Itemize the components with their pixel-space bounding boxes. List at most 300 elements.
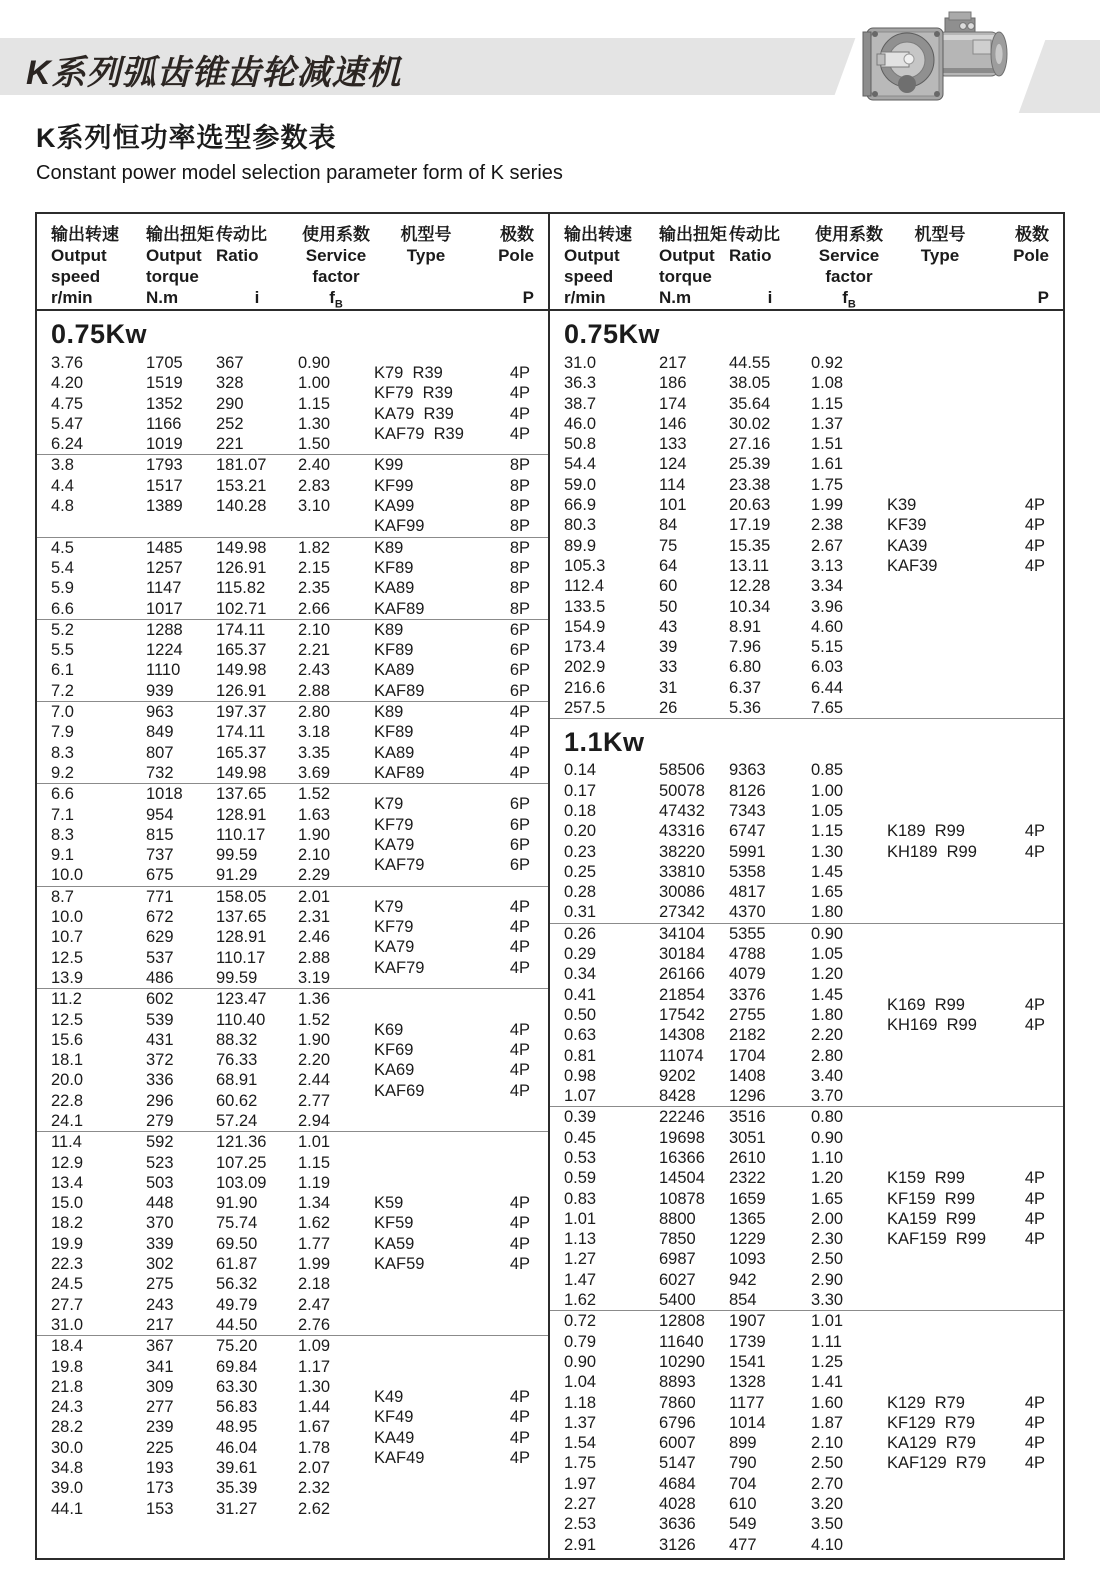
data-cell: 6796 bbox=[659, 1413, 696, 1432]
data-cell: 44.55 bbox=[729, 354, 771, 372]
data-cell: 1.65 bbox=[811, 1189, 844, 1208]
data-cell: 8.7 bbox=[51, 887, 74, 906]
data-row bbox=[564, 1229, 887, 1249]
data-cell: 1.78 bbox=[298, 1438, 331, 1457]
data-row bbox=[564, 657, 887, 677]
data-cell: 3.19 bbox=[298, 968, 331, 987]
data-cell: 31.0 bbox=[564, 354, 597, 372]
data-cell: 6987 bbox=[659, 1250, 696, 1269]
data-cell: 2.43 bbox=[298, 661, 331, 680]
data-cell: 2.50 bbox=[811, 1250, 844, 1269]
type-row bbox=[887, 556, 1045, 576]
rows-group bbox=[37, 455, 374, 536]
data-cell: 3.76 bbox=[51, 354, 84, 372]
data-cell: 704 bbox=[729, 1474, 757, 1493]
data-cell: 43 bbox=[659, 617, 678, 636]
type-label: K89 bbox=[374, 703, 404, 722]
data-cell: 0.53 bbox=[564, 1148, 597, 1167]
type-row bbox=[374, 660, 530, 680]
data-cell: 13.4 bbox=[51, 1173, 84, 1192]
type-label: KF89 bbox=[374, 641, 414, 660]
data-cell: 1224 bbox=[146, 641, 183, 660]
data-cell: 2.27 bbox=[564, 1495, 597, 1514]
column-label-zh: 使用系数 bbox=[302, 225, 370, 244]
pole-label: 4P bbox=[509, 404, 530, 423]
data-cell: 1.19 bbox=[298, 1173, 331, 1192]
data-cell: 815 bbox=[146, 825, 174, 844]
column-label-en2: speed bbox=[51, 267, 101, 286]
data-cell: 54.4 bbox=[564, 455, 597, 474]
data-cell: 0.39 bbox=[564, 1108, 597, 1127]
data-cell: 1.10 bbox=[811, 1148, 844, 1167]
type-label: KAF89 bbox=[374, 599, 425, 618]
data-cell: 8126 bbox=[729, 781, 766, 800]
data-row bbox=[564, 781, 887, 801]
data-cell: 56.32 bbox=[216, 1275, 258, 1294]
column-label-zh: 机型号 bbox=[914, 225, 966, 244]
type-label: K129 R79 bbox=[887, 1393, 965, 1412]
data-cell: 64 bbox=[659, 556, 678, 575]
data-row bbox=[51, 989, 374, 1009]
type-label: K69 bbox=[374, 1020, 404, 1039]
table-header bbox=[550, 214, 1063, 311]
types-group bbox=[887, 1311, 1063, 1555]
data-cell: 31 bbox=[659, 678, 678, 697]
column-unit: r/min bbox=[51, 288, 93, 307]
data-cell: 2.00 bbox=[811, 1209, 844, 1228]
type-label: KAF129 R79 bbox=[887, 1454, 987, 1473]
data-cell: 4684 bbox=[659, 1474, 696, 1493]
data-cell: 50 bbox=[659, 597, 678, 616]
data-cell: 2.35 bbox=[298, 579, 331, 598]
data-row bbox=[51, 394, 374, 414]
type-label: KAF79 bbox=[374, 958, 425, 977]
data-cell: 737 bbox=[146, 846, 174, 865]
type-row bbox=[374, 558, 530, 578]
column-label-en: Service bbox=[818, 246, 880, 265]
data-cell: 963 bbox=[146, 703, 174, 722]
data-cell: 91.90 bbox=[216, 1194, 258, 1213]
data-cell: 38.05 bbox=[729, 374, 771, 393]
data-cell: 5.47 bbox=[51, 414, 84, 433]
pole-label: 6P bbox=[509, 620, 530, 639]
data-cell: 807 bbox=[146, 743, 174, 762]
type-row bbox=[887, 1453, 1045, 1473]
data-cell: 121.36 bbox=[216, 1133, 267, 1152]
type-label: KF39 bbox=[887, 516, 927, 535]
data-row bbox=[51, 1111, 374, 1131]
data-cell: 101 bbox=[659, 496, 687, 515]
column-label-zh: 极数 bbox=[500, 225, 534, 244]
type-row bbox=[374, 640, 530, 660]
pole-label: 4P bbox=[509, 703, 530, 722]
column-header-0 bbox=[564, 224, 659, 315]
data-cell: 367 bbox=[216, 354, 244, 372]
data-cell: 30184 bbox=[659, 945, 705, 964]
data-cell: 28.2 bbox=[51, 1418, 84, 1437]
data-cell: 2.80 bbox=[811, 1046, 844, 1065]
data-cell: 2.83 bbox=[298, 476, 331, 495]
data-cell: 10878 bbox=[659, 1189, 705, 1208]
data-cell: 296 bbox=[146, 1091, 174, 1110]
data-cell: 2.46 bbox=[298, 928, 331, 947]
column-header-0 bbox=[51, 224, 146, 315]
type-row bbox=[887, 1189, 1045, 1209]
data-cell: 1.18 bbox=[564, 1393, 597, 1412]
data-cell: 370 bbox=[146, 1214, 174, 1233]
data-row bbox=[564, 801, 887, 821]
data-cell: 939 bbox=[146, 681, 174, 700]
data-cell: 2.30 bbox=[811, 1230, 844, 1249]
data-cell: 1.00 bbox=[298, 374, 331, 393]
data-cell: 4817 bbox=[729, 883, 766, 902]
type-row bbox=[887, 536, 1045, 556]
column-label-en2 bbox=[374, 266, 478, 287]
data-cell: 2.31 bbox=[298, 908, 331, 927]
data-cell: 1093 bbox=[729, 1250, 766, 1269]
column-label-en2 bbox=[993, 266, 1049, 287]
data-cell: 181.07 bbox=[216, 456, 267, 475]
data-block bbox=[37, 701, 548, 783]
data-cell: 140.28 bbox=[216, 497, 267, 516]
data-cell: 1485 bbox=[146, 538, 183, 557]
column-label-zh: 传动比 bbox=[216, 225, 267, 244]
data-cell: 76.33 bbox=[216, 1051, 258, 1070]
column-header-5 bbox=[993, 224, 1049, 315]
type-row bbox=[374, 1081, 530, 1101]
column-label-en: Output bbox=[146, 246, 202, 265]
column-unit bbox=[374, 287, 478, 308]
type-label: K59 bbox=[374, 1194, 404, 1213]
data-block bbox=[37, 783, 548, 885]
pole-label: 4P bbox=[1024, 556, 1045, 575]
data-cell: 88.32 bbox=[216, 1030, 258, 1049]
data-cell: 43316 bbox=[659, 822, 705, 841]
data-cell: 3.10 bbox=[298, 497, 331, 516]
pole-label: 8P bbox=[509, 538, 530, 557]
data-cell: 0.81 bbox=[564, 1046, 597, 1065]
data-cell: 1.54 bbox=[564, 1434, 597, 1453]
rows-group bbox=[550, 1107, 887, 1310]
data-cell: 39 bbox=[659, 638, 678, 657]
data-cell: 277 bbox=[146, 1398, 174, 1417]
data-cell: 110.17 bbox=[216, 948, 266, 967]
data-cell: 225 bbox=[146, 1438, 174, 1457]
data-cell: 2.47 bbox=[298, 1295, 331, 1314]
data-cell: 2.67 bbox=[811, 536, 844, 555]
data-cell: 336 bbox=[146, 1071, 174, 1090]
data-cell: 1704 bbox=[729, 1046, 766, 1065]
pole-label: 4P bbox=[1024, 1413, 1045, 1432]
pole-label: 4P bbox=[509, 1428, 530, 1447]
column-label-zh: 传动比 bbox=[729, 225, 780, 244]
data-row bbox=[564, 1372, 887, 1392]
data-cell: 105.3 bbox=[564, 556, 606, 575]
data-cell: 5.4 bbox=[51, 558, 74, 577]
data-cell: 193 bbox=[146, 1459, 174, 1478]
data-row bbox=[51, 1153, 374, 1173]
data-cell: 0.90 bbox=[298, 354, 331, 372]
data-cell: 7.1 bbox=[51, 805, 74, 824]
data-block bbox=[37, 886, 548, 988]
data-row bbox=[51, 784, 374, 804]
data-cell: 21.8 bbox=[51, 1377, 84, 1396]
pole-label: 4P bbox=[1024, 516, 1045, 535]
data-cell: 3.40 bbox=[811, 1066, 844, 1085]
data-row bbox=[51, 1030, 374, 1050]
data-row bbox=[564, 760, 887, 780]
pole-label: 4P bbox=[1024, 995, 1045, 1014]
types-group bbox=[887, 353, 1063, 718]
pole-label: 4P bbox=[509, 364, 530, 383]
data-cell: 84 bbox=[659, 516, 678, 535]
data-cell: 36.3 bbox=[564, 374, 597, 393]
column-label-zh: 输出扭矩 bbox=[146, 225, 214, 244]
data-cell: 137.65 bbox=[216, 785, 267, 804]
data-row bbox=[51, 1254, 374, 1274]
data-cell: 3.50 bbox=[811, 1515, 844, 1534]
data-cell: 8893 bbox=[659, 1373, 696, 1392]
data-cell: 1.45 bbox=[811, 985, 844, 1004]
data-cell: 47432 bbox=[659, 801, 705, 820]
data-cell: 1296 bbox=[729, 1087, 766, 1106]
data-cell: 126.91 bbox=[216, 558, 267, 577]
data-cell: 99.59 bbox=[216, 846, 258, 865]
data-cell: 8.3 bbox=[51, 825, 74, 844]
data-cell: 173 bbox=[146, 1479, 174, 1498]
data-cell: 19.8 bbox=[51, 1357, 84, 1376]
data-cell: 1166 bbox=[146, 414, 182, 433]
data-cell: 24.1 bbox=[51, 1111, 84, 1130]
data-cell: 341 bbox=[146, 1357, 174, 1376]
section-title: 1.1Kw bbox=[550, 718, 1063, 760]
parameter-table bbox=[35, 212, 1065, 1560]
data-cell: 1014 bbox=[729, 1413, 766, 1432]
data-cell: 2.70 bbox=[811, 1474, 844, 1493]
data-cell: 27.7 bbox=[51, 1295, 84, 1314]
data-cell: 243 bbox=[146, 1295, 174, 1314]
data-row bbox=[51, 907, 374, 927]
data-cell: 1.30 bbox=[811, 842, 844, 861]
column-header-4 bbox=[374, 224, 478, 315]
data-cell: 6.6 bbox=[51, 599, 74, 618]
data-row bbox=[51, 455, 374, 475]
type-label: KF89 bbox=[374, 558, 414, 577]
data-row bbox=[51, 763, 374, 783]
data-cell: 2.20 bbox=[811, 1026, 844, 1045]
data-cell: 10.0 bbox=[51, 866, 84, 885]
data-cell: 7.0 bbox=[51, 703, 74, 722]
type-row bbox=[374, 743, 530, 763]
column-label-en: Pole bbox=[498, 246, 534, 265]
type-label: K159 R99 bbox=[887, 1169, 965, 1188]
data-cell: 9202 bbox=[659, 1066, 696, 1085]
data-cell: 1.15 bbox=[298, 394, 331, 413]
data-cell: 2.88 bbox=[298, 948, 331, 967]
right-table bbox=[550, 214, 1063, 1558]
type-row bbox=[374, 620, 530, 640]
data-row bbox=[564, 862, 887, 882]
column-label-zh: 极数 bbox=[1015, 225, 1049, 244]
column-unit: $f_B$ bbox=[842, 288, 856, 311]
data-row bbox=[51, 887, 374, 907]
data-cell: 2.10 bbox=[298, 620, 331, 639]
data-cell: 1.07 bbox=[564, 1087, 597, 1106]
data-cell: 0.98 bbox=[564, 1066, 597, 1085]
data-block bbox=[550, 760, 1063, 922]
data-cell: 0.41 bbox=[564, 985, 597, 1004]
type-row bbox=[374, 855, 530, 875]
type-row bbox=[374, 815, 530, 835]
type-label: KAF79 bbox=[374, 856, 425, 875]
data-cell: 0.85 bbox=[811, 761, 844, 780]
column-unit: r/min bbox=[564, 288, 606, 307]
data-cell: 174 bbox=[659, 394, 687, 413]
data-cell: 14504 bbox=[659, 1169, 705, 1188]
pole-label: 8P bbox=[509, 558, 530, 577]
column-unit: N.m bbox=[659, 288, 692, 307]
data-cell: 1389 bbox=[146, 497, 183, 516]
data-cell: 133 bbox=[659, 435, 687, 454]
data-block bbox=[37, 1335, 548, 1519]
data-cell: 0.72 bbox=[564, 1312, 597, 1331]
data-cell: 15.0 bbox=[51, 1194, 84, 1213]
data-cell: 18.4 bbox=[51, 1337, 84, 1356]
data-cell: 126.91 bbox=[216, 681, 267, 700]
column-label-en2: factor bbox=[825, 267, 873, 286]
type-row bbox=[887, 1168, 1045, 1188]
data-row bbox=[51, 414, 374, 434]
type-row bbox=[887, 1229, 1045, 1249]
pole-label: 6P bbox=[509, 815, 530, 834]
type-label: KAF89 bbox=[374, 763, 425, 782]
data-cell: 1.63 bbox=[298, 805, 331, 824]
data-row bbox=[564, 1332, 887, 1352]
column-label-en2 bbox=[478, 266, 534, 287]
data-cell: 107.25 bbox=[216, 1153, 267, 1172]
data-cell: 0.17 bbox=[564, 781, 597, 800]
data-cell: 103.09 bbox=[216, 1173, 267, 1192]
data-cell: 2.66 bbox=[298, 599, 331, 618]
data-cell: 1.80 bbox=[811, 903, 844, 922]
data-cell: 7343 bbox=[729, 801, 766, 820]
data-row bbox=[51, 1417, 374, 1437]
data-cell: 1.15 bbox=[811, 394, 844, 413]
data-cell: 1147 bbox=[146, 579, 182, 598]
type-label: K39 bbox=[887, 496, 917, 515]
column-label-en: Output bbox=[51, 246, 107, 265]
data-cell: 6007 bbox=[659, 1434, 696, 1453]
data-cell: 431 bbox=[146, 1030, 174, 1049]
data-row bbox=[51, 1478, 374, 1498]
rows-group bbox=[550, 1311, 887, 1555]
data-row bbox=[51, 1173, 374, 1193]
column-header-3 bbox=[811, 224, 887, 315]
section-title: 0.75Kw bbox=[564, 319, 661, 349]
data-cell: 146 bbox=[659, 414, 687, 433]
data-cell: 17.19 bbox=[729, 516, 771, 535]
data-cell: 1.90 bbox=[298, 1030, 331, 1049]
type-label: KH189 R99 bbox=[887, 842, 977, 861]
data-cell: 5147 bbox=[659, 1454, 696, 1473]
data-cell: 10.0 bbox=[51, 908, 84, 927]
data-row bbox=[51, 722, 374, 742]
data-cell: 523 bbox=[146, 1153, 174, 1172]
data-cell: 1.15 bbox=[298, 1153, 331, 1172]
data-cell: 39.0 bbox=[51, 1479, 84, 1498]
data-cell: 0.25 bbox=[564, 862, 597, 881]
data-cell: 27.16 bbox=[729, 435, 771, 454]
type-row bbox=[374, 455, 530, 475]
data-cell: 7850 bbox=[659, 1230, 696, 1249]
data-row bbox=[564, 902, 887, 922]
data-row bbox=[564, 1168, 887, 1188]
data-cell: 13.9 bbox=[51, 968, 84, 987]
data-cell: 477 bbox=[729, 1535, 757, 1554]
column-unit: $f_B$ bbox=[329, 288, 343, 311]
data-cell: 1.52 bbox=[298, 785, 331, 804]
type-label: KAF159 R99 bbox=[887, 1230, 987, 1249]
data-cell: 60.62 bbox=[216, 1091, 258, 1110]
pole-label: 4P bbox=[1024, 1230, 1045, 1249]
data-cell: 31.27 bbox=[216, 1499, 258, 1518]
data-cell: 0.90 bbox=[811, 924, 844, 943]
data-block bbox=[37, 537, 548, 619]
data-cell: 49.79 bbox=[216, 1295, 258, 1314]
data-row bbox=[564, 1311, 887, 1331]
data-cell: 3126 bbox=[659, 1535, 696, 1554]
data-cell: 1.99 bbox=[298, 1255, 331, 1274]
type-row bbox=[374, 681, 530, 701]
data-cell: 1.00 bbox=[811, 781, 844, 800]
data-row bbox=[564, 414, 887, 434]
data-cell: 3.96 bbox=[811, 597, 844, 616]
pole-label: 4P bbox=[1024, 1016, 1045, 1035]
data-row bbox=[564, 1514, 887, 1534]
data-cell: 2182 bbox=[729, 1026, 766, 1045]
data-row bbox=[51, 1438, 374, 1458]
data-cell: 1.30 bbox=[298, 1377, 331, 1396]
type-label: KAF39 bbox=[887, 556, 938, 575]
data-row bbox=[51, 825, 374, 845]
pole-label: 4P bbox=[509, 1408, 530, 1427]
data-cell: 8428 bbox=[659, 1087, 696, 1106]
data-cell: 2.38 bbox=[811, 516, 844, 535]
data-cell: 2.01 bbox=[298, 887, 331, 906]
pole-label: 6P bbox=[509, 835, 530, 854]
types-group bbox=[374, 538, 548, 619]
data-row bbox=[51, 496, 374, 516]
type-label: K169 R99 bbox=[887, 995, 965, 1014]
data-cell: 128.91 bbox=[216, 928, 267, 947]
data-cell: 22.8 bbox=[51, 1091, 84, 1110]
motor-body bbox=[937, 12, 1007, 76]
type-row bbox=[374, 1448, 530, 1468]
data-cell: 0.92 bbox=[811, 354, 844, 372]
type-label: KA79 bbox=[374, 835, 415, 854]
pole-label: 4P bbox=[1024, 1393, 1045, 1412]
data-cell: 46.04 bbox=[216, 1438, 258, 1457]
rows-group bbox=[37, 887, 374, 988]
data-cell: 954 bbox=[146, 805, 174, 824]
data-cell: 732 bbox=[146, 763, 174, 782]
data-cell: 1.52 bbox=[298, 1010, 331, 1029]
data-cell: 1.61 bbox=[811, 455, 844, 474]
data-row bbox=[51, 1458, 374, 1478]
pole-label: 4P bbox=[509, 425, 530, 444]
data-cell: 34104 bbox=[659, 924, 705, 943]
data-cell: 1.60 bbox=[811, 1393, 844, 1412]
